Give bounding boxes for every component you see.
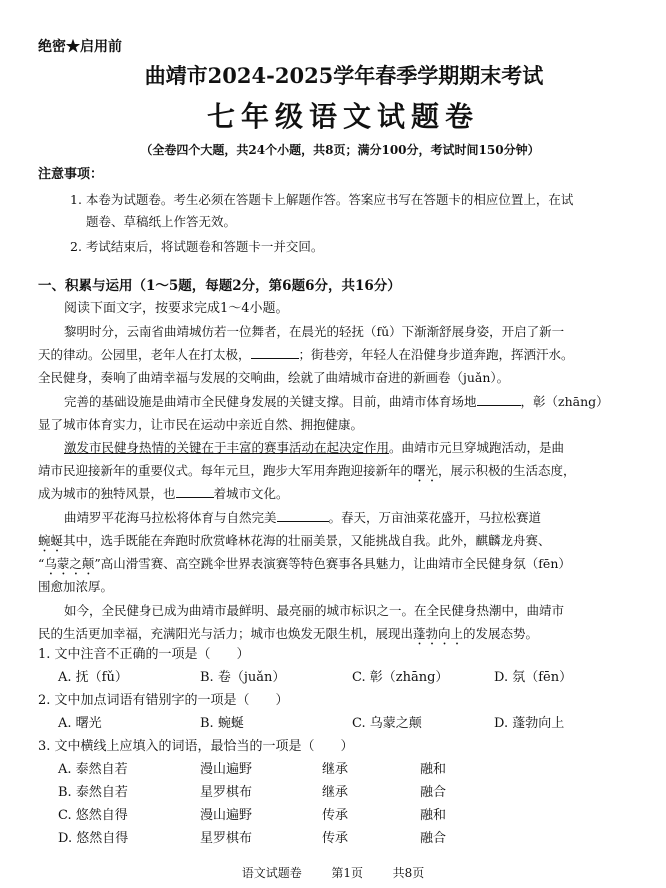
q3-option-d[interactable]: D. 悠然自得 [58, 831, 129, 846]
dotted-word: 曙光 [413, 463, 439, 478]
q2-option-c[interactable]: C. 乌蒙之颠 [352, 716, 422, 731]
dotted-word: 蓬勃向上 [413, 626, 464, 641]
passage-line: 激发市民健身热情的关键在于丰富的赛事活动在起决定作用。曲靖市元旦穿城跑活动，是曲 [64, 440, 565, 455]
q3-option-b-word2: 星罗棋布 [200, 785, 253, 800]
passage-line: “乌蒙之颠”高山滑雪赛、高空跳伞世界表演赛等特色赛事各具魅力，让曲靖市全民健身氛（fēn） [38, 556, 571, 571]
passage-line: 显了城市体育实力，让市民在运动中亲近自然、拥抱健康。 [38, 417, 364, 432]
q2-option-b[interactable]: B. 蜿蜒 [200, 716, 244, 731]
footer-paper-name: 语文试题卷 [241, 866, 302, 880]
passage-line: 天的律动。公园里，老年人在打太极， ；街巷旁，年轻人在沿健身步道奔跑，挥洒汗水。 [38, 347, 574, 362]
q3-option-c[interactable]: C. 悠然自得 [58, 808, 128, 823]
q3-option-b-word3: 继承 [322, 785, 349, 800]
secret-label: 绝密★启用前 [38, 39, 122, 55]
reading-intro: 阅读下面文字，按要求完成1～4小题。 [64, 301, 289, 316]
q3-option-a[interactable]: A. 泰然自若 [58, 762, 128, 777]
q2-option-d[interactable]: D. 蓬勃向上 [494, 716, 565, 731]
q1-option-d[interactable]: D. 氛（fēn） [494, 670, 573, 685]
passage-line: 民的生活更加幸福，充满阳光与活力；城市也焕发无限生机，展现出蓬勃向上的发展态势。 [38, 626, 539, 641]
q2-option-a[interactable]: A. 曙光 [58, 716, 102, 731]
passage-line: 围愈加浓厚。 [38, 579, 114, 594]
q1-option-a[interactable]: A. 抚（fǔ） [58, 670, 128, 685]
q3-option-a-word3: 继承 [322, 762, 349, 777]
fill-blank [251, 346, 299, 359]
q3-option-c-word3: 传承 [322, 808, 349, 823]
passage-line: 完善的基础设施是曲靖市全民健身发展的关键支撑。目前，曲靖市体育场地 ，彰（zhāng） [64, 394, 609, 409]
note-item-1-cont: 题卷、草稿纸上作答无效。 [86, 214, 237, 229]
footer-page-number: 第1页 [331, 866, 363, 880]
section-title: 一、积累与运用（1～5题，每题2分，第6题6分，共16分） [38, 278, 401, 294]
note-item-2: 2. 考试结束后，将试题卷和答题卡一并交回。 [70, 239, 324, 254]
underlined-sentence: 激发市民健身热情的关键在于丰富的赛事活动在起决定作用 [64, 440, 390, 455]
passage-line: 蜿蜒其中，选手既能在奔跑时欣赏峰林花海的壮丽美景，又能挑战自我。此外，麒麟龙舟赛、 [38, 533, 551, 548]
q3-option-b[interactable]: B. 泰然自若 [58, 785, 128, 800]
question-3-stem: 3. 文中横线上应填入的词语，最恰当的一项是（ ） [38, 739, 354, 754]
passage-line: 如今，全民健身已成为曲靖市最鲜明、最亮丽的城市标识之一。在全民健身热潮中，曲靖市 [64, 603, 565, 618]
question-1-stem: 1. 文中注音不正确的一项是（ ） [38, 647, 250, 662]
page-footer [0, 864, 666, 881]
dotted-word: 蜿蜒 [38, 533, 64, 548]
q1-option-c[interactable]: C. 彰（zhāng） [352, 670, 449, 685]
passage-line: 黎明时分，云南省曲靖城仿若一位舞者，在晨光的轻抚（fǔ）下渐渐舒展身姿，开启了新一 [64, 324, 565, 339]
question-2-stem: 2. 文中加点词语有错别字的一项是（ ） [38, 693, 289, 708]
q3-option-d-word4: 融合 [420, 831, 447, 846]
fill-blank [477, 393, 521, 406]
note-item-1: 1. 本卷为试题卷。考生必须在答题卡上解题作答。答案应书写在答题卡的相应位置上，在试 [70, 192, 574, 207]
passage-line: 全民健身，奏响了曲靖幸福与发展的交响曲，绘就了曲靖城市奋进的新画卷（juǎn）。 [38, 370, 510, 385]
q3-option-b-word4: 融合 [420, 785, 447, 800]
q3-option-c-word2: 漫山遍野 [200, 808, 253, 823]
q3-option-d-word3: 传承 [322, 831, 349, 846]
footer-total-pages: 共8页 [392, 866, 425, 880]
q3-option-c-word4: 融和 [420, 808, 447, 823]
passage-line: 靖市民迎接新年的重要仪式。每年元旦，跑步大军用奔跑迎接新年的曙光，展示积极的生活态度， [38, 463, 576, 478]
paper-subtitle: （全卷四个大题，共24个小题，共8页；满分100分，考试时间150分钟） [140, 143, 540, 157]
q3-option-a-word2: 漫山遍野 [200, 762, 253, 777]
passage-line: 成为城市的独特风景，也 着城市文化。 [38, 486, 289, 501]
paper-title: 七年级语文试题卷 [206, 100, 479, 133]
fill-blank [176, 485, 214, 498]
fill-blank [277, 509, 329, 522]
exam-title: 曲靖市2024-2025学年春季学期期末考试 [144, 63, 544, 88]
q1-option-b[interactable]: B. 卷（juǎn） [200, 670, 286, 685]
q3-option-a-word4: 融和 [420, 762, 447, 777]
q3-option-d-word2: 星罗棋布 [200, 831, 253, 846]
notes-title: 注意事项： [38, 167, 104, 182]
passage-line: 曲靖罗平花海马拉松将体育与自然完美 。春天，万亩油菜花盛开，马拉松赛道 [64, 510, 542, 525]
dotted-word: 乌蒙之颠 [44, 556, 95, 571]
